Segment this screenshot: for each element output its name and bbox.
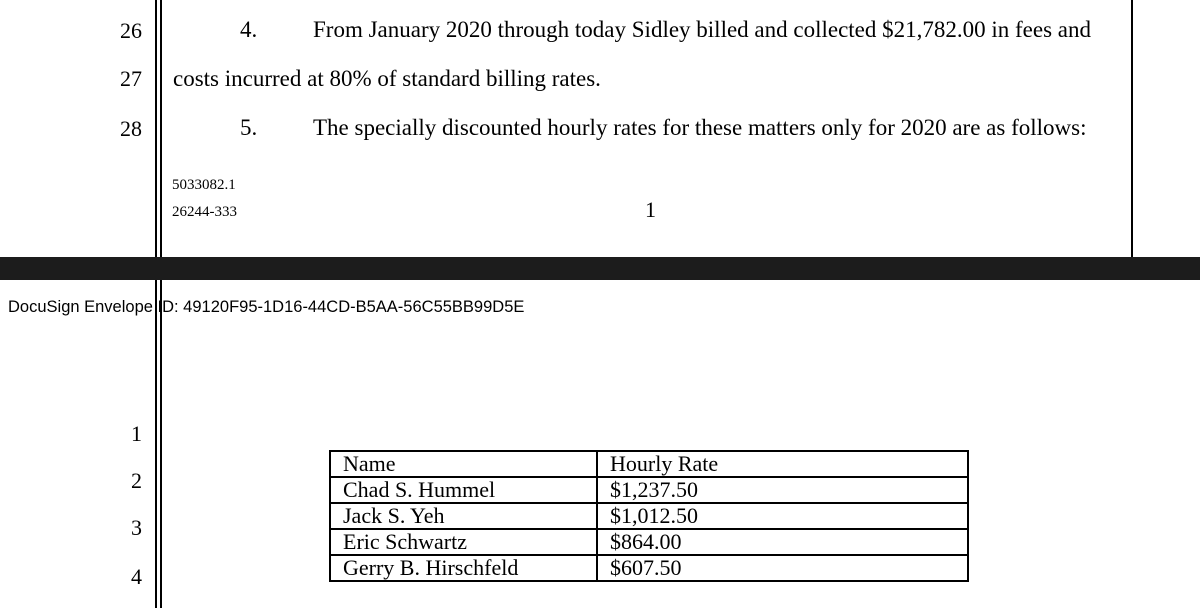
page-separator <box>0 257 1200 280</box>
paragraph-text: From January 2020 through today Sidley billed and collected $21,782.00 in fees and <box>313 17 1092 42</box>
column-header-name: Name <box>330 451 597 477</box>
table-row <box>330 555 968 581</box>
line-number: 3 <box>131 515 142 540</box>
column-header-hourly-rate: Hourly Rate <box>597 451 968 477</box>
paragraph-number: 4. <box>240 17 258 42</box>
cell-name: Jack S. Yeh <box>330 503 597 529</box>
line-number: 4 <box>131 564 142 589</box>
paragraph-number: 5. <box>240 115 258 140</box>
table-row <box>330 503 968 529</box>
cell-name: Chad S. Hummel <box>330 477 597 503</box>
line-number: 28 <box>120 116 142 141</box>
paragraph-text: costs incurred at 80% of standard billing rates. <box>173 66 601 91</box>
docusign-envelope-id: DocuSign Envelope ID: 49120F95-1D16-44CD-B5AA-56C55BB99D5E <box>8 298 525 316</box>
left-margin-rule <box>155 0 157 257</box>
right-margin-rule <box>1131 0 1133 257</box>
left-margin-rule <box>160 0 162 257</box>
table-row <box>330 529 968 555</box>
left-margin-rule <box>160 280 162 608</box>
hourly-rates-table <box>329 450 969 582</box>
cell-rate: $864.00 <box>597 529 968 555</box>
page-number: 1 <box>645 197 656 222</box>
line-number: 27 <box>120 66 142 91</box>
footer-matter-id: 26244-333 <box>172 204 237 220</box>
cell-name: Gerry B. Hirschfeld <box>330 555 597 581</box>
cell-rate: $607.50 <box>597 555 968 581</box>
paragraph-text: The specially discounted hourly rates for these matters only for 2020 are as follows: <box>313 115 1087 140</box>
cell-name: Eric Schwartz <box>330 529 597 555</box>
footer-document-id: 5033082.1 <box>172 177 236 193</box>
line-number: 1 <box>131 421 142 446</box>
left-margin-rule <box>155 280 157 608</box>
line-number: 26 <box>120 18 142 43</box>
table-row <box>330 477 968 503</box>
cell-rate: $1,237.50 <box>597 477 968 503</box>
cell-rate: $1,012.50 <box>597 503 968 529</box>
table-header-row <box>330 451 968 477</box>
line-number: 2 <box>131 468 142 493</box>
